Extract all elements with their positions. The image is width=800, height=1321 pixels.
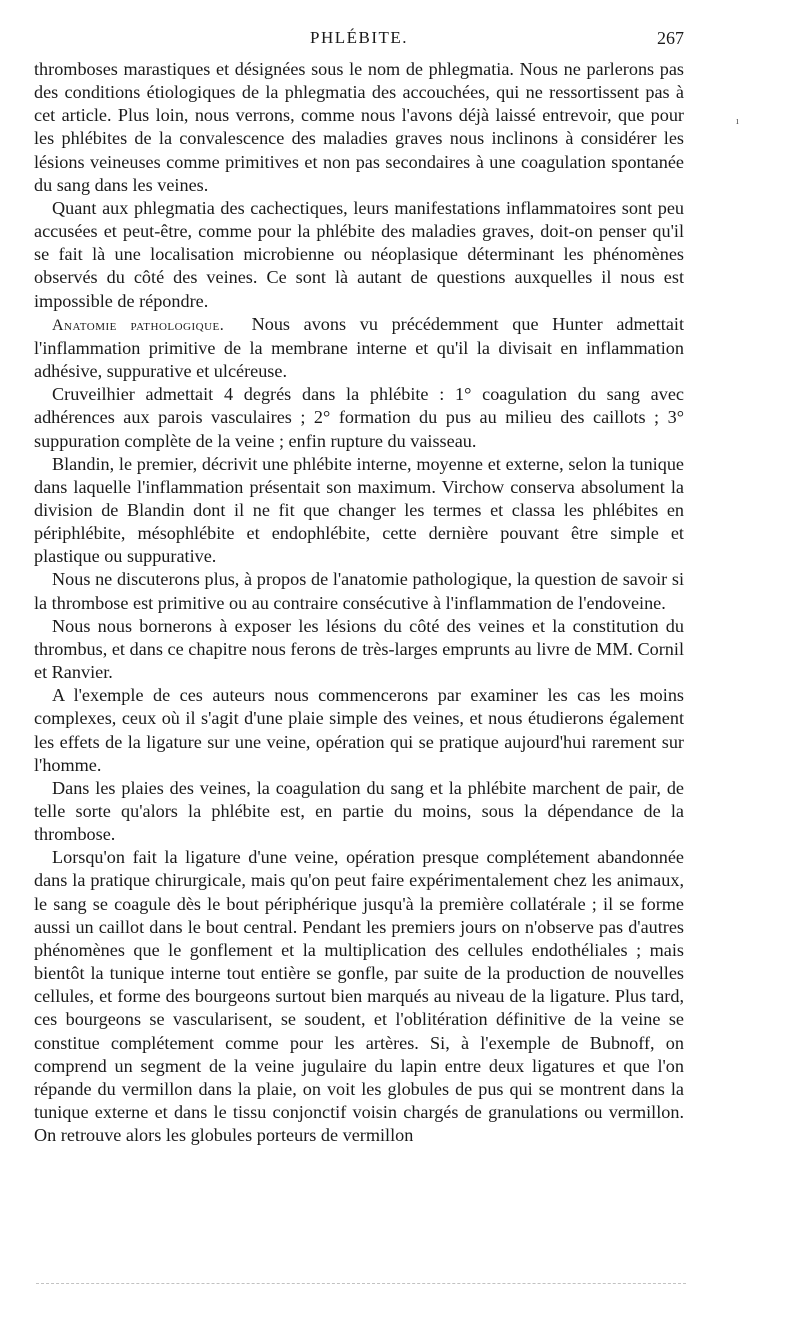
running-title: PHLÉBITE. (309, 28, 409, 47)
paragraph: Blandin, le premier, décrivit une phlébite interne, moyenne et externe, selon la tunique dans laquelle l'inflammation présentait son maximum. Virchow conserva absolument la division de Blandin dont il ne fit que changer les termes et classa les phlébites en périphlébite, mésophlébite et endophlébite, cette dernière pouvant être simple et plastique ou suppurative. (34, 453, 684, 567)
footer-rule (36, 1283, 686, 1284)
paragraph: Quant aux phlegmatia des cachectiques, leurs manifestations inflammatoires sont peu accusées et peut-être, comme pour la phlébite des maladies graves, doit-on penser qu'il se fait là une localisation microbienne ou néoplasique déterminant les phénomènes observés du côté des veines. Ce sont là autant de questions auxquelles il nous est impossible de répondre. (34, 197, 684, 311)
paragraph (34, 313, 684, 383)
paragraph: Nous nous bornerons à exposer les lésions du côté des veines et la constitution du thrombus, et dans ce chapitre nous ferons de très-larges emprunts au livre de MM. Cornil et Ranvier. (34, 615, 684, 683)
page-header (34, 28, 684, 52)
paragraph: thromboses marastiques et désignées sous le nom de phlegmatia. Nous ne parlerons pas des conditions étiologiques de la phlegmatia des accouchées, qui ne ressortissent pas à cet article. Plus loin, nous verrons, comme nous l'avons déjà laissé entrevoir, que pour les phlébites de la convalescence des maladies graves nous inclinons à considérer les lésions veineuses comme primitives et non pas secondaires à une coagulation spontanée du sang dans les veines. (34, 59, 684, 195)
paragraph: Nous ne discuterons plus, à propos de l'anatomie pathologique, la question de savoir si la thrombose est primitive ou au contraire consécutive à l'inflammation de l'endoveine. (34, 569, 684, 613)
paragraph: Dans les plaies des veines, la coagulation du sang et la phlébite marchent de pair, de telle sorte qu'alors la phlébite est, en partie du moins, sous la dépendance de la thrombose. (34, 777, 684, 845)
body-text (34, 58, 684, 1147)
paragraph: Cruveilhier admettait 4 degrés dans la phlébite : 1° coagulation du sang avec adhérences aux parois vasculaires ; 2° formation du pus au milieu des caillots ; 3° suppuration complète de la veine ; enfin rupture du vaisseau. (34, 384, 684, 451)
margin-mark: ı (736, 116, 739, 127)
section-heading: Anatomie pathologique. (52, 316, 225, 334)
page-number: 267 (657, 28, 684, 48)
paragraph: A l'exemple de ces auteurs nous commencerons par examiner les cas les moins complexes, ceux où il s'agit d'une plaie simple des veines, et nous étudierons également les effets de la ligature sur une veine, opération qui se pratique aujourd'hui rarement sur l'homme. (34, 685, 684, 775)
paragraph: Lorsqu'on fait la ligature d'une veine, opération presque complétement abandonnée dans la pratique chirurgicale, mais qu'on peut faire expérimentalement chez les animaux, le sang se coagule dès le bout périphérique jusqu'à la première collatérale ; il se forme aussi un caillot dans le bout central. Pendant les premiers jours on n'observe pas d'autres phénomènes que le gonflement et la multiplication des cellules endothéliales ; mais bientôt la tunique interne tout entière se gonfle, par suite de la production de nouvelles cellules, et forme des bourgeons surtout bien marqués au niveau de la ligature. Plus tard, ces bourgeons se vascularisent, se soudent, et l'oblitération définitive de la veine se constitue complétement comme pour les artères. Si, à l'exemple de Bubnoff, on comprend un segment de la veine jugulaire du lapin entre deux ligatures et que l'on répande du vermillon dans la plaie, on voit les globules de pus qui se montrent dans la tunique externe et dans le tissu conjonctif voisin chargés de granulations ou vermillon. On retrouve alors les globules porteurs de vermillon (34, 847, 684, 1146)
paragraph-text: Nous avons vu précédemment que Hunter admettait l'inflammation primitive de la membrane interne et qu'il la divisait en inflammation adhésive, suppurative et ulcéreuse. (34, 313, 685, 382)
